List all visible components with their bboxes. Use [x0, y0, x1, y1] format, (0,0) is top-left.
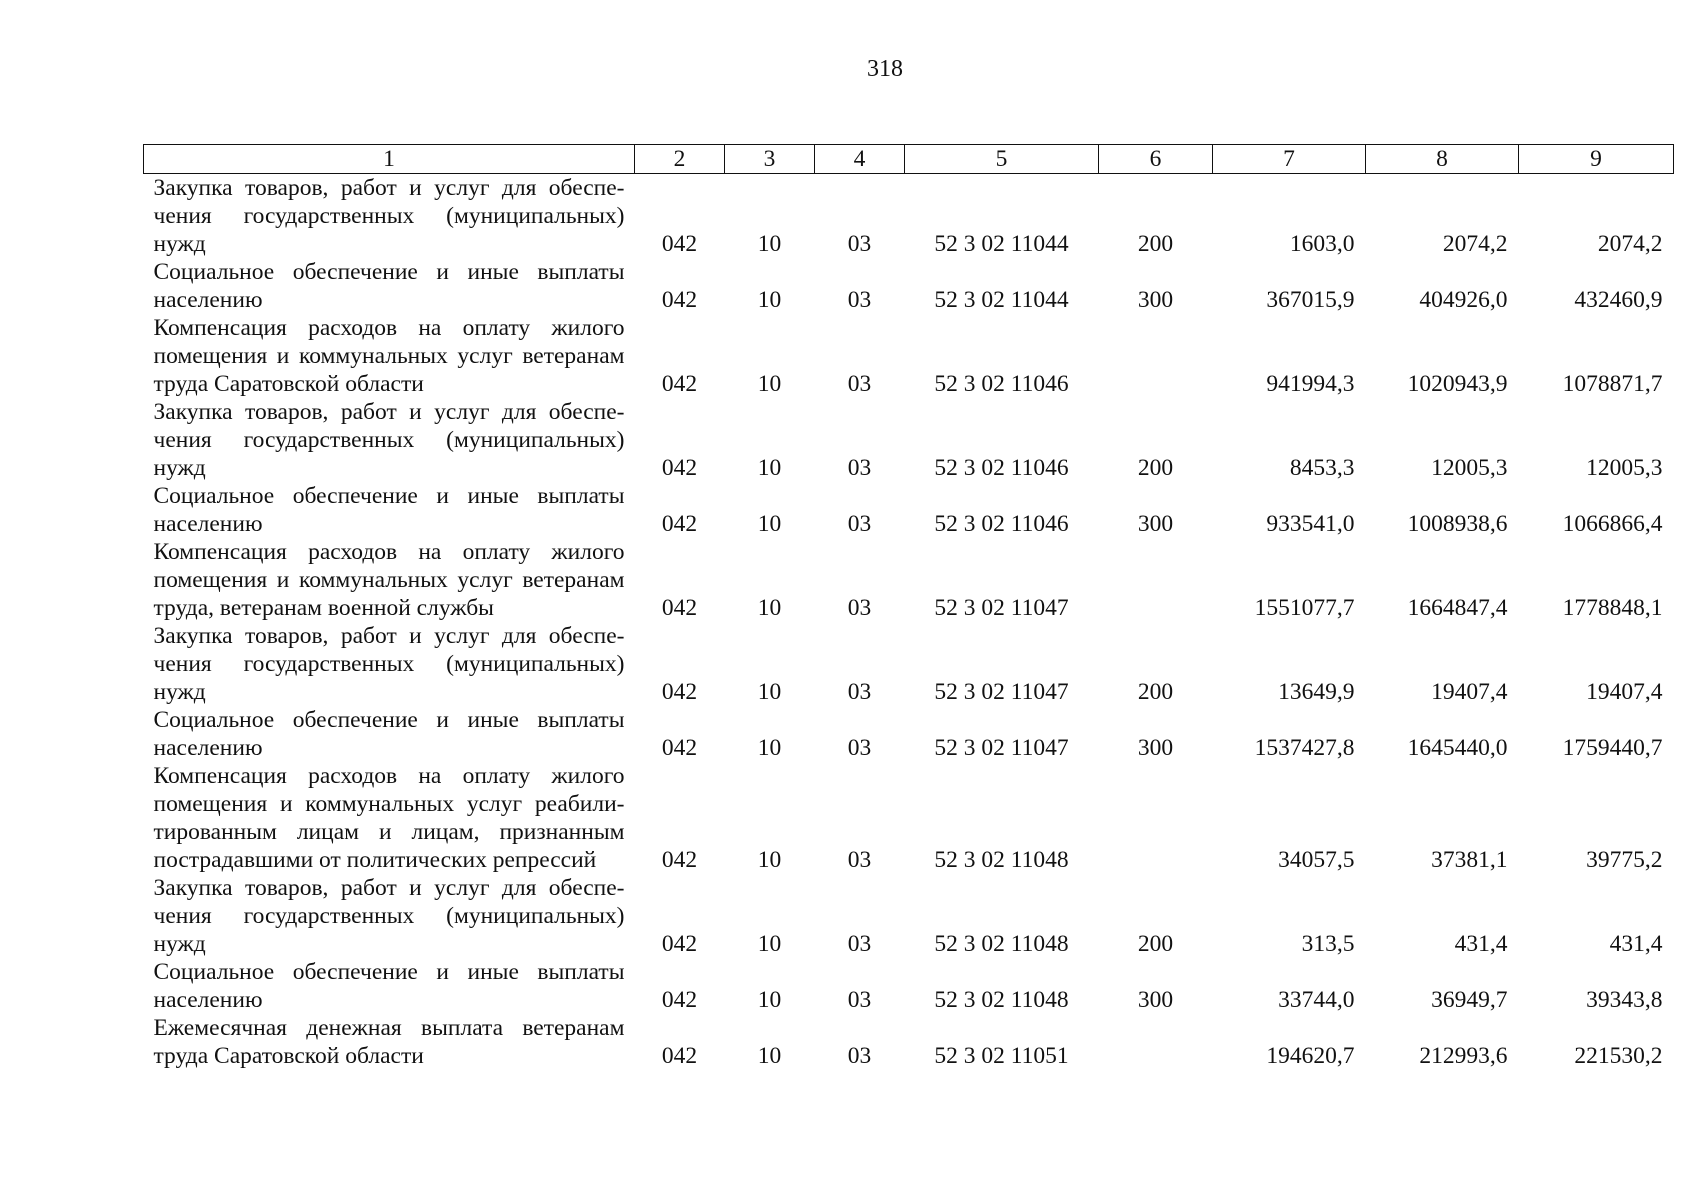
table-row: [144, 398, 1674, 482]
expense-name-cell: Закупка товаров, работ и услуг для обеспечения государственных (муниципальных) нужд: [153, 875, 625, 957]
amount-year-2-cell: 37381,1: [1431, 847, 1508, 873]
amount-year-1-cell: 34057,5: [1278, 847, 1355, 873]
expense-type-code-cell: 300: [1137, 735, 1174, 761]
subsection-code-cell: 03: [847, 987, 872, 1013]
target-article-code-cell: 52 3 02 11046: [934, 455, 1069, 481]
amount-year-2-cell: 12005,3: [1431, 455, 1508, 481]
amount-year-1-cell: 313,5: [1301, 931, 1355, 957]
subsection-code-cell: 03: [847, 511, 872, 537]
amount-year-1-cell: 8453,3: [1289, 455, 1355, 481]
expense-name-cell: Социальное обеспечение и иные выплаты населению: [153, 959, 625, 1013]
amount-year-3-cell: 1078871,7: [1562, 371, 1663, 397]
section-code-cell: 10: [757, 595, 782, 621]
expense-type-code-cell: 200: [1137, 679, 1174, 705]
amount-year-1-cell: 1603,0: [1289, 231, 1355, 257]
expense-type-code-cell: 200: [1137, 931, 1174, 957]
expense-name-cell: Закупка товаров, работ и услуг для обеспечения государственных (муниципальных) нужд: [153, 175, 625, 257]
amount-year-2-cell: 36949,7: [1431, 987, 1508, 1013]
amount-year-1-cell: 33744,0: [1278, 987, 1355, 1013]
target-article-code-cell: 52 3 02 11047: [934, 595, 1069, 621]
amount-year-1-cell: 933541,0: [1266, 511, 1355, 537]
page-number: 318: [867, 56, 903, 82]
amount-year-3-cell: 432460,9: [1574, 287, 1663, 313]
subsection-code-cell: 03: [847, 595, 872, 621]
amount-year-1-cell: 194620,7: [1266, 1043, 1355, 1069]
subsection-code-cell: 03: [847, 371, 872, 397]
expense-type-code-cell: [1099, 314, 1213, 398]
expense-name-cell: Ежемесячная денежная выплата ветеранам труда Саратовской области: [153, 1015, 625, 1069]
ministry-code-cell: 042: [661, 1043, 698, 1069]
ministry-code-cell: 042: [661, 371, 698, 397]
section-code-cell: 10: [757, 679, 782, 705]
expense-type-code-cell: 200: [1137, 455, 1174, 481]
table-row: [144, 622, 1674, 706]
amount-year-3-cell: 1759440,7: [1562, 735, 1663, 761]
ministry-code-cell: 042: [661, 931, 698, 957]
subsection-code-cell: 03: [847, 735, 872, 761]
ministry-code-cell: 042: [661, 511, 698, 537]
expense-name-cell: Социальное обеспечение и иные выплаты населению: [153, 707, 625, 761]
column-header: 9: [1519, 145, 1674, 174]
expense-name-cell: Компенсация расходов на оплату жилого помещения и коммунальных услуг ветеранам труда, ветеранам военной службы: [153, 539, 625, 621]
amount-year-3-cell: 19407,4: [1586, 679, 1663, 705]
section-code-cell: 10: [757, 455, 782, 481]
amount-year-1-cell: 367015,9: [1266, 287, 1355, 313]
target-article-code-cell: 52 3 02 11048: [934, 987, 1069, 1013]
target-article-code-cell: 52 3 02 11048: [934, 931, 1069, 957]
subsection-code-cell: 03: [847, 287, 872, 313]
table-row: [144, 314, 1674, 398]
ministry-code-cell: 042: [661, 735, 698, 761]
table-body: [144, 174, 1674, 1071]
expense-name-cell: Социальное обеспечение и иные выплаты населению: [153, 259, 625, 313]
amount-year-2-cell: 212993,6: [1419, 1043, 1508, 1069]
column-header: 8: [1366, 145, 1519, 174]
table-header-row: [144, 145, 1674, 174]
amount-year-3-cell: 431,4: [1609, 931, 1663, 957]
column-header: 4: [815, 145, 905, 174]
target-article-code-cell: 52 3 02 11047: [934, 735, 1069, 761]
expense-name-cell: Компенсация расходов на оплату жилого помещения и коммунальных услуг реабилитированным лицам и лицам, признанным пострадавшими от политических репрессий: [153, 763, 625, 873]
expense-type-code-cell: [1099, 538, 1213, 622]
section-code-cell: 10: [757, 287, 782, 313]
amount-year-2-cell: 19407,4: [1431, 679, 1508, 705]
subsection-code-cell: 03: [847, 455, 872, 481]
amount-year-3-cell: 2074,2: [1597, 231, 1663, 257]
target-article-code-cell: 52 3 02 11051: [934, 1043, 1069, 1069]
ministry-code-cell: 042: [661, 455, 698, 481]
subsection-code-cell: 03: [847, 847, 872, 873]
column-header: 2: [635, 145, 725, 174]
amount-year-3-cell: 39343,8: [1586, 987, 1663, 1013]
amount-year-3-cell: 1066866,4: [1562, 511, 1663, 537]
amount-year-3-cell: 1778848,1: [1562, 595, 1663, 621]
table-row: [144, 258, 1674, 314]
target-article-code-cell: 52 3 02 11044: [934, 287, 1069, 313]
amount-year-3-cell: 221530,2: [1574, 1043, 1663, 1069]
column-header: 3: [725, 145, 815, 174]
budget-table: [143, 144, 1674, 1070]
section-code-cell: 10: [757, 931, 782, 957]
amount-year-3-cell: 39775,2: [1586, 847, 1663, 873]
expense-type-code-cell: [1099, 762, 1213, 874]
table-row: [144, 874, 1674, 958]
ministry-code-cell: 042: [661, 987, 698, 1013]
subsection-code-cell: 03: [847, 231, 872, 257]
column-header: 1: [144, 145, 635, 174]
target-article-code-cell: 52 3 02 11046: [934, 511, 1069, 537]
ministry-code-cell: 042: [661, 847, 698, 873]
table-row: [144, 174, 1674, 259]
ministry-code-cell: 042: [661, 679, 698, 705]
ministry-code-cell: 042: [661, 287, 698, 313]
expense-name-cell: Закупка товаров, работ и услуг для обеспечения государственных (муниципальных) нужд: [153, 623, 625, 705]
ministry-code-cell: 042: [661, 231, 698, 257]
subsection-code-cell: 03: [847, 931, 872, 957]
column-header: 5: [905, 145, 1099, 174]
section-code-cell: 10: [757, 735, 782, 761]
amount-year-3-cell: 12005,3: [1586, 455, 1663, 481]
table-row: [144, 958, 1674, 1014]
expense-name-cell: Компенсация расходов на оплату жилого помещения и коммунальных услуг ветеранам труда Саратовской области: [153, 315, 625, 397]
expense-type-code-cell: [1099, 1014, 1213, 1070]
target-article-code-cell: 52 3 02 11047: [934, 679, 1069, 705]
subsection-code-cell: 03: [847, 679, 872, 705]
column-header: 7: [1213, 145, 1366, 174]
expense-type-code-cell: 300: [1137, 987, 1174, 1013]
amount-year-1-cell: 941994,3: [1266, 371, 1355, 397]
section-code-cell: 10: [757, 231, 782, 257]
table-row: [144, 1014, 1674, 1070]
ministry-code-cell: 042: [661, 595, 698, 621]
amount-year-1-cell: 13649,9: [1278, 679, 1355, 705]
amount-year-2-cell: 1664847,4: [1407, 595, 1508, 621]
expense-type-code-cell: 300: [1137, 511, 1174, 537]
table-row: [144, 762, 1674, 874]
section-code-cell: 10: [757, 511, 782, 537]
amount-year-2-cell: 1008938,6: [1407, 511, 1508, 537]
section-code-cell: 10: [757, 371, 782, 397]
expense-name-cell: Закупка товаров, работ и услуг для обеспечения государственных (муниципальных) нужд: [153, 399, 625, 481]
table-row: [144, 706, 1674, 762]
amount-year-1-cell: 1551077,7: [1254, 595, 1355, 621]
table-row: [144, 482, 1674, 538]
expense-name-cell: Социальное обеспечение и иные выплаты населению: [153, 483, 625, 537]
expense-type-code-cell: 300: [1137, 287, 1174, 313]
amount-year-2-cell: 431,4: [1454, 931, 1508, 957]
table-row: [144, 538, 1674, 622]
amount-year-1-cell: 1537427,8: [1254, 735, 1355, 761]
target-article-code-cell: 52 3 02 11046: [934, 371, 1069, 397]
subsection-code-cell: 03: [847, 1043, 872, 1069]
target-article-code-cell: 52 3 02 11044: [934, 231, 1069, 257]
amount-year-2-cell: 2074,2: [1442, 231, 1508, 257]
expense-type-code-cell: 200: [1137, 231, 1174, 257]
amount-year-2-cell: 1020943,9: [1407, 371, 1508, 397]
section-code-cell: 10: [757, 987, 782, 1013]
section-code-cell: 10: [757, 1043, 782, 1069]
column-header: 6: [1099, 145, 1213, 174]
section-code-cell: 10: [757, 847, 782, 873]
amount-year-2-cell: 404926,0: [1419, 287, 1508, 313]
target-article-code-cell: 52 3 02 11048: [934, 847, 1069, 873]
amount-year-2-cell: 1645440,0: [1407, 735, 1508, 761]
